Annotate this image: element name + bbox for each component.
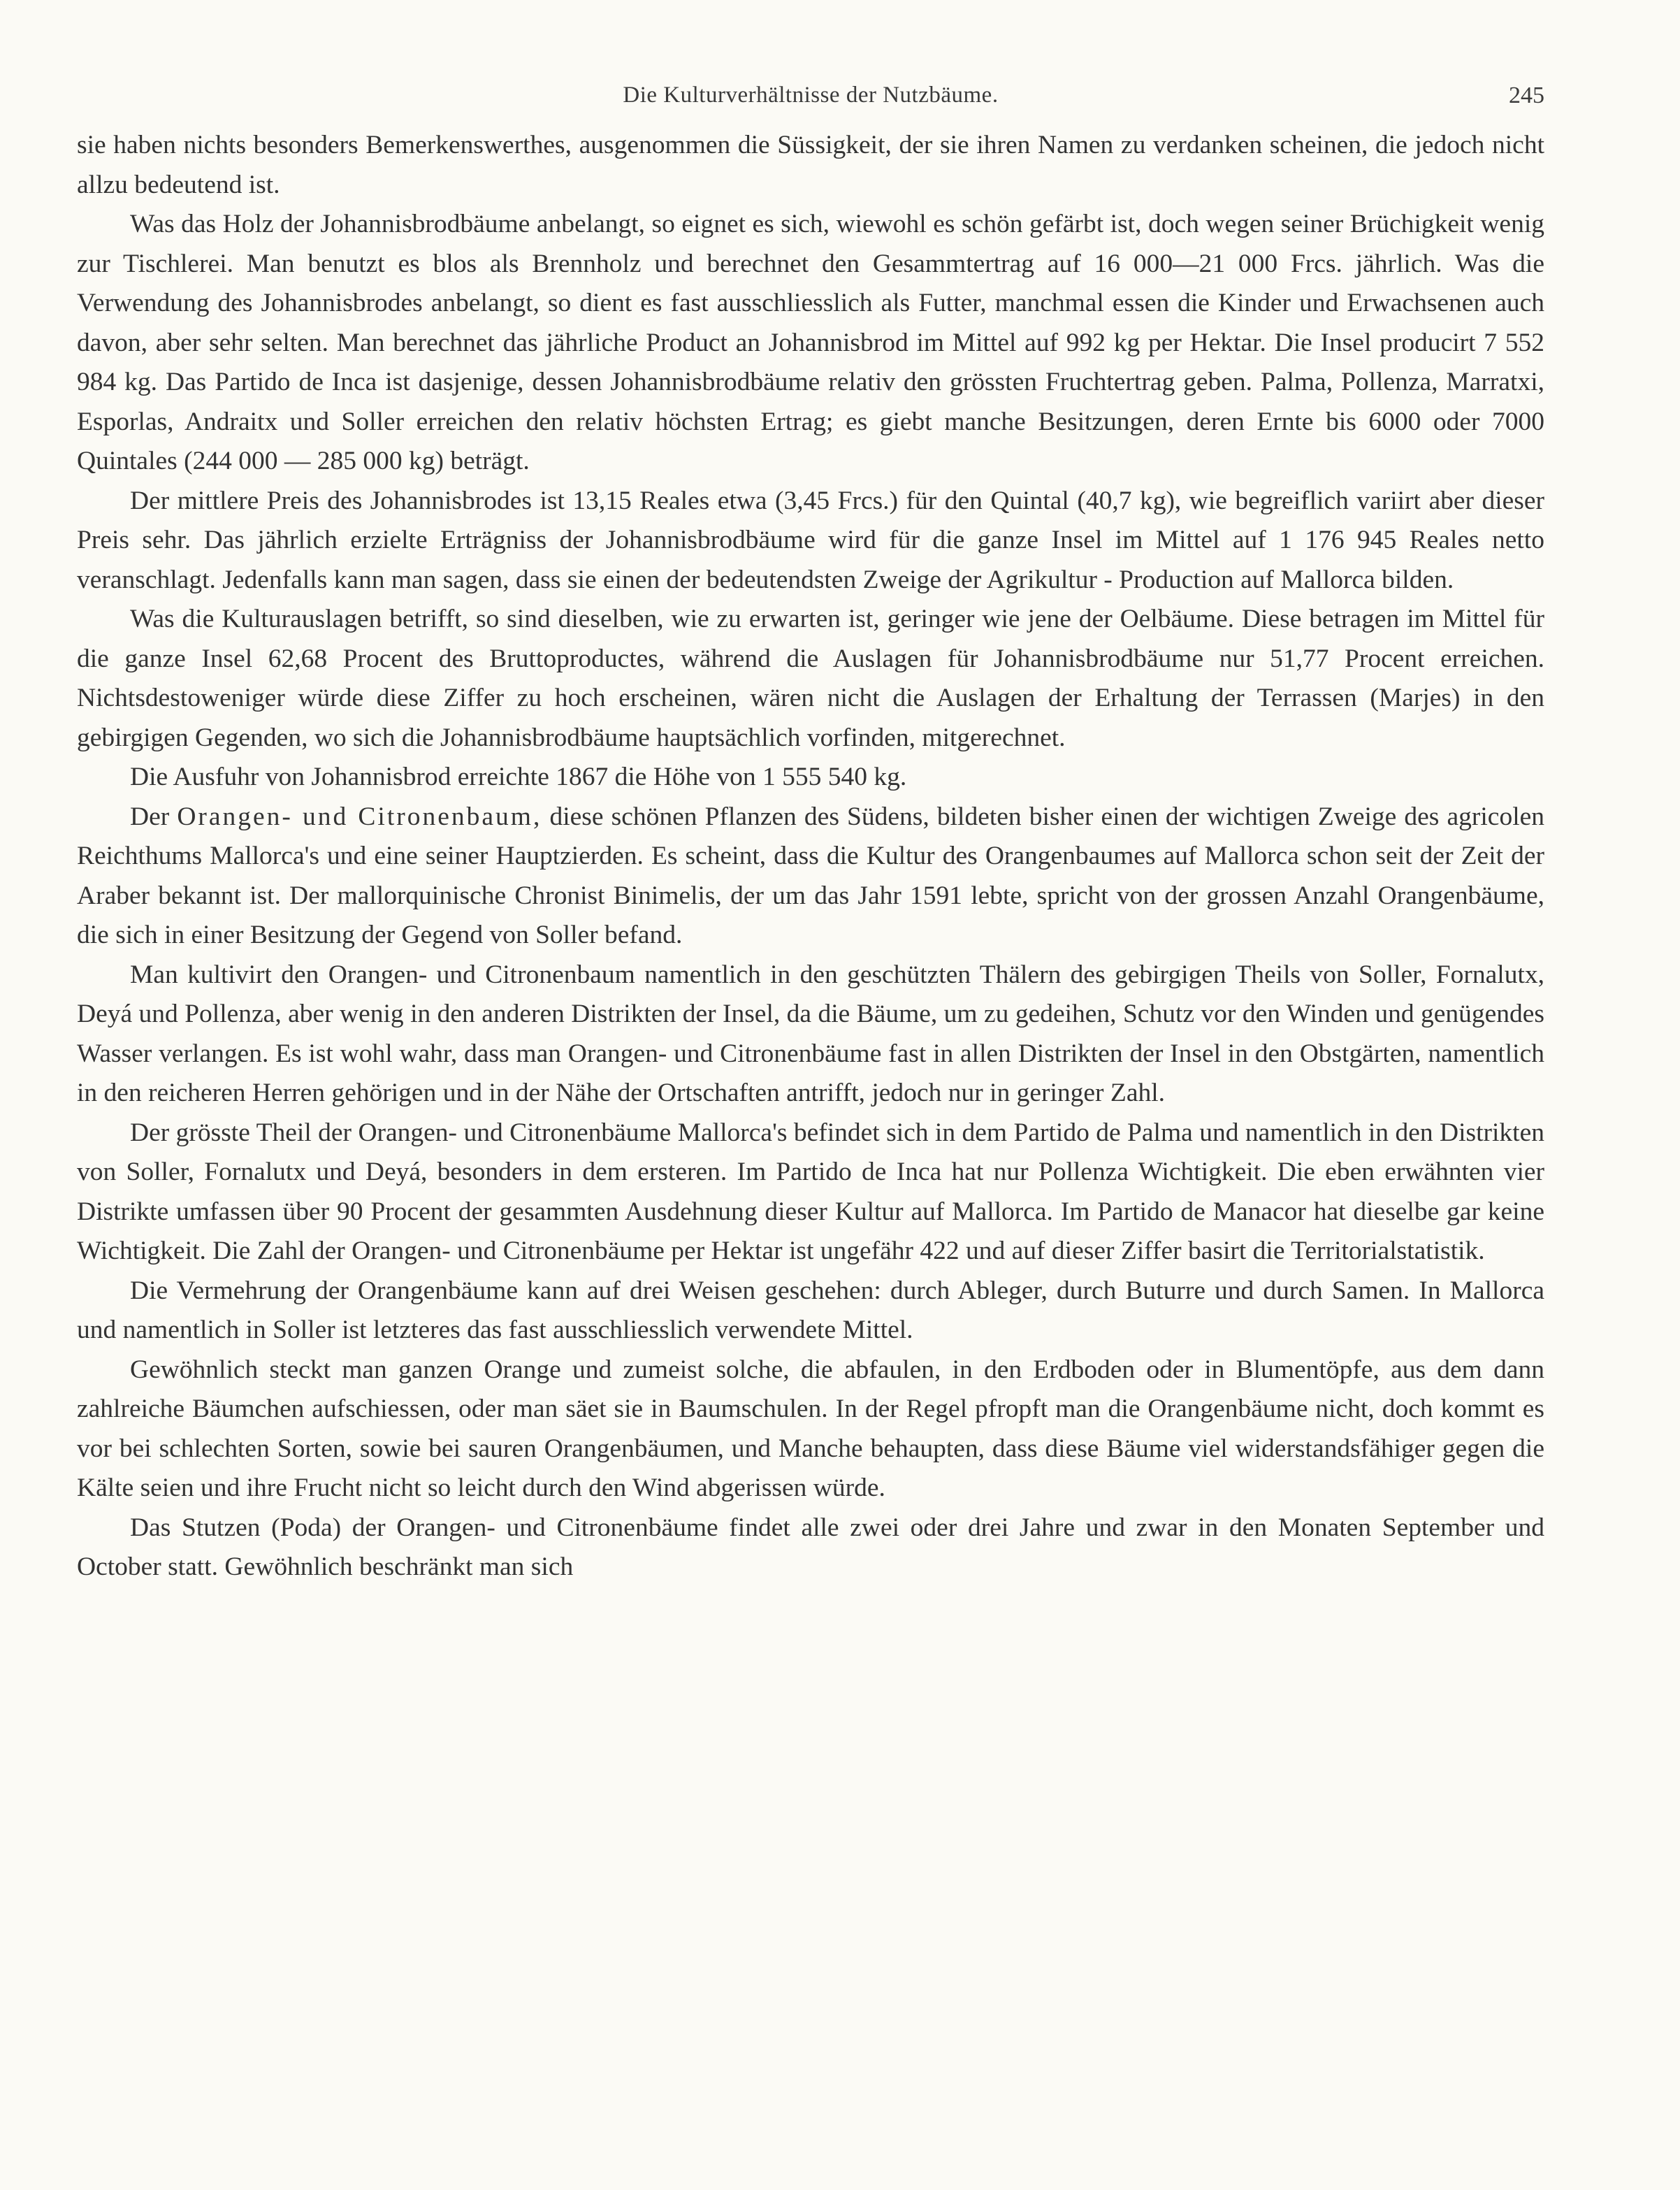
page-number: 245 xyxy=(1509,82,1544,108)
paragraph-rest: diese schönen Pflanzen des Südens, bildeten bisher einen der wichtigen Zweige des agricolen Reichthums Mallorca's und eine seiner Hauptzierden. Es scheint, dass die Kultur des Orangenbaumes auf Mallorca schon seit der Zeit der Araber bekannt ist. Der mallorquinische Chronist Binimelis, der um das Jahr 1591 lebte, spricht von der grossen Anzahl Orangenbäume, die sich in einer Besitzung der Gegend von Soller befand. xyxy=(77,802,1545,949)
running-title: Die Kulturverhältnisse der Nutzbäume. xyxy=(623,82,999,108)
paragraph-continuation: sie haben nichts besonders Bemerkenswerthes, ausgenommen die Süssigkeit, der sie ihren Namen zu verdanken scheinen, die jedoch nicht allzu bedeutend ist. xyxy=(77,131,1544,199)
paragraph: Was die Kulturauslagen betrifft, so sind dieselben, wie zu erwarten ist, geringer wie jene der Oelbäume. Diese betragen im Mittel für die ganze Insel 62,68 Procent des Bruttoproductes, während die Auslagen für Johannisbrodbäume nur 51,77 Procent erreichen. Nichtsdestoweniger würde diese Ziffer zu hoch erscheinen, wären nicht die Auslagen der Erhaltung der Terrassen (Marjes) in den gebirgigen Gegenden, wo sich die Johannisbrodbäume hauptsächlich vorfinden, mitgerechnet. xyxy=(77,605,1544,752)
running-head xyxy=(77,70,1544,126)
paragraph: Was das Holz der Johannisbrodbäume anbelangt, so eignet es sich, wiewohl es schön gefärbt ist, doch wegen seiner Brüchigkeit wenig zur Tischlerei. Man benutzt es blos als Brennholz und berechnet den Gesammtertrag auf 16 000—21 000 Frcs. jährlich. Was die Verwendung des Johannisbrodes anbelangt, so dient es fast ausschliesslich als Futter, manchmal essen die Kinder und Erwachsenen auch davon, aber sehr selten. Man berechnet das jährliche Product an Johannisbrod im Mittel auf 992 kg per Hektar. Die Insel producirt 7 552 984 kg. Das Partido de Inca ist dasjenige, dessen Johannisbrodbäume relativ den grössten Fruchtertrag geben. Palma, Pollenza, Marratxi, Esporlas, Andraitx und Soller erreichen den relativ höchsten Ertrag; es giebt manche Besitzungen, deren Ernte bis 6000 oder 7000 Quintales (244 000 — 285 000 kg) beträgt. xyxy=(77,210,1544,475)
paragraph: Gewöhnlich steckt man ganzen Orange und zumeist solche, die abfaulen, in den Erdboden oder in Blumentöpfe, aus dem dann zahlreiche Bäumchen aufschiessen, oder man säet sie in Baumschulen. In der Regel pfropft man die Orangenbäume nicht, doch kommt es vor bei schlechten Sorten, sowie bei sauren Orangenbäumen, und Manche behaupten, dass diese Bäume viel widerstandsfähiger gegen die Kälte seien und ihre Frucht nicht so leicht durch den Wind abgerissen würde. xyxy=(77,1355,1544,1502)
paragraph-orange-lemon: Der Orangen- und Citronenbaum, diese schönen Pflanzen des Südens, bildeten bisher einen der wichtigen Zweige des agricolen Reichthums Mallorca's und eine seiner Hauptzierden. Es scheint, dass die Kultur des Orangenbaumes auf Mallorca schon seit der Zeit der Araber bekannt ist. Der mallorquinische Chronist Binimelis, der um das Jahr 1591 lebte, spricht von der grossen Anzahl Orangenbäume, die sich in einer Besitzung der Gegend von Soller befand. xyxy=(77,802,1545,949)
spaced-term: Orangen- und Citronenbaum, xyxy=(177,802,542,831)
paragraph: Man kultivirt den Orangen- und Citronenbaum namentlich in den geschützten Thälern des gebirgigen Theils von Soller, Fornalutx, Deyá und Pollenza, aber wenig in den anderen Distrikten der Insel, da die Bäume, um zu gedeihen, Schutz vor den Winden und genügendes Wasser verlangen. Es ist wohl wahr, dass man Orangen- und Citronenbäume fast in allen Distrikten der Insel in den Obstgärten, namentlich in den reicheren Herren gehörigen und in der Nähe der Ortschaften antrifft, jedoch nur in geringer Zahl. xyxy=(77,960,1544,1107)
paragraph: Der grösste Theil der Orangen- und Citronenbäume Mallorca's befindet sich in dem Partido de Palma und namentlich in den Distrikten von Soller, Fornalutx und Deyá, besonders in dem ersteren. Im Partido de Inca hat nur Pollenza Wichtigkeit. Die eben erwähnten vier Distrikte umfassen über 90 Procent der gesammten Ausdehnung dieser Kultur auf Mallorca. Im Partido de Manacor hat dieselbe gar keine Wichtigkeit. Die Zahl der Orangen- und Citronenbäume per Hektar ist ungefähr 422 und auf dieser Ziffer basirt die Territorialstatistik. xyxy=(77,1118,1544,1265)
paragraph: Die Vermehrung der Orangenbäume kann auf drei Weisen geschehen: durch Ableger, durch Buturre und durch Samen. In Mallorca und namentlich in Soller ist letzteres das fast ausschliesslich verwendete Mittel. xyxy=(77,1276,1544,1344)
paragraph: Das Stutzen (Poda) der Orangen- und Citronenbäume findet alle zwei oder drei Jahre und zwar in den Monaten September und October statt. Gewöhnlich beschränkt man sich xyxy=(77,1513,1544,1581)
paragraph: Der mittlere Preis des Johannisbrodes ist 13,15 Reales etwa (3,45 Frcs.) für den Quintal (40,7 kg), wie begreiflich variirt aber dieser Preis sehr. Das jährlich erzielte Erträgniss der Johannisbrodbäume wird für die ganze Insel im Mittel auf 1 176 945 Reales netto veranschlagt. Jedenfalls kann man sagen, dass sie einen der bedeutendsten Zweige der Agrikultur - Production auf Mallorca bilden. xyxy=(77,486,1544,594)
book-page xyxy=(77,70,1544,1587)
body-text xyxy=(77,126,1544,1587)
paragraph: Die Ausfuhr von Johannisbrod erreichte 1867 die Höhe von 1 555 540 kg. xyxy=(130,763,907,791)
